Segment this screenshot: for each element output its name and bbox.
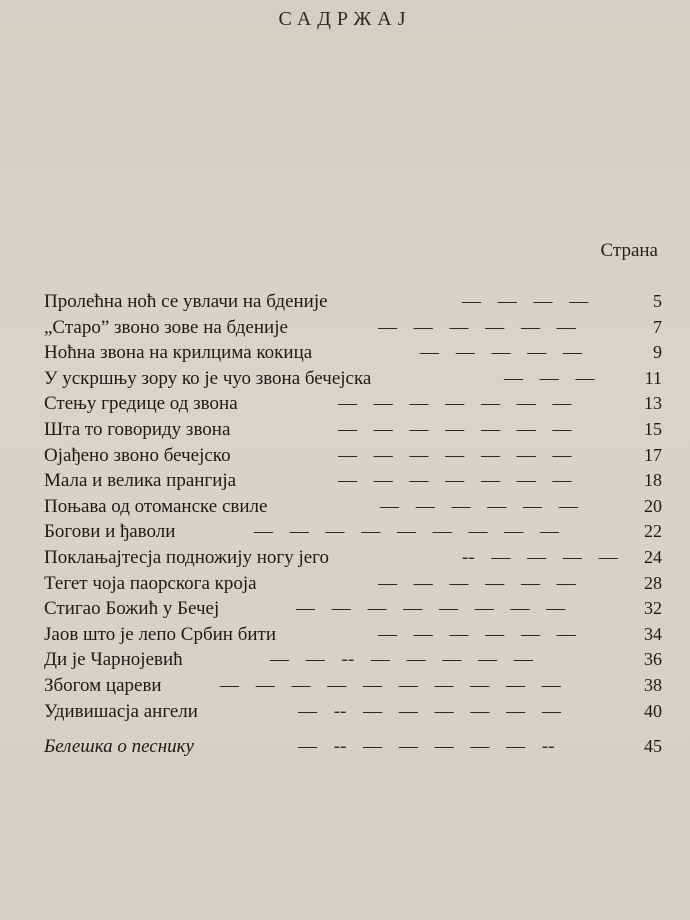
toc-entry-title: Поклањајтесја подножију ногу јего [44, 546, 329, 568]
toc-entry [44, 622, 662, 648]
toc-entry-leader: — — — — — — — [338, 444, 572, 466]
toc-entry-leader: — — — — — — — [338, 393, 572, 415]
toc-entry [44, 494, 662, 520]
toc-entry-leader: — — — [504, 367, 595, 389]
toc-entry-title: Ојађено звоно бечејско [44, 444, 231, 466]
toc-entry-leader: — — — — — — [380, 495, 578, 517]
toc-entry-title: Удивишасја ангели [44, 700, 198, 722]
toc-entry-title: Ноћна звона на крилцима кокица [44, 342, 313, 364]
toc-entry [44, 417, 662, 443]
toc-entry [44, 699, 662, 725]
toc-entry-page: 13 [644, 393, 662, 414]
toc-entry-title: Ди је Чарнојевић [44, 649, 183, 671]
toc-entry-page: 17 [644, 444, 662, 465]
toc-entry [44, 571, 662, 597]
page-column-label: Страна [600, 240, 658, 261]
toc-entry-leader: — — — — — [420, 342, 582, 364]
toc-entry-page: 9 [653, 342, 662, 363]
toc-entry-page: 11 [644, 367, 662, 388]
toc-entry-page: 45 [644, 736, 662, 757]
toc-entry [44, 315, 662, 341]
toc-entry-leader: — — — — [462, 291, 589, 312]
toc-entry-leader: — -- — — — — — -- [298, 736, 555, 758]
toc-entry [44, 647, 662, 673]
toc-entry-leader: — — -- — — — — — [270, 649, 533, 671]
toc-entry-page: 28 [644, 572, 662, 593]
toc-entry [44, 468, 662, 494]
table-of-contents [44, 289, 662, 760]
toc-entry-page: 36 [644, 649, 662, 670]
toc-entry-leader: — — — — — — — [338, 418, 572, 440]
toc-entry-leader: — — — — — — — — — — [220, 674, 561, 696]
toc-entry [44, 673, 662, 699]
toc-entry-page: 40 [644, 700, 662, 721]
toc-entry [44, 545, 662, 571]
toc-entry-title: Богови и ђаволи [44, 521, 176, 543]
toc-entry-page: 15 [644, 418, 662, 439]
toc-entry-page: 38 [644, 674, 662, 695]
toc-entry-leader: — — — — — — — — — [254, 521, 559, 543]
toc-entry-title: Мала и велика прангија [44, 470, 237, 492]
toc-entry-leader: — — — — — — [378, 623, 576, 645]
toc-entry [44, 596, 662, 622]
toc-entry [44, 391, 662, 417]
toc-entry-page: 7 [653, 316, 662, 337]
toc-entry [44, 340, 662, 366]
toc-entry-title: Збогом цареви [44, 674, 162, 696]
toc-entry [44, 289, 662, 315]
toc-entry-title: Поњава од отоманске свиле [44, 495, 268, 517]
toc-entry-page: 20 [644, 495, 662, 516]
toc-entry-title: Пролећна ноћ се увлачи на бденије [44, 291, 328, 312]
toc-entry-page: 34 [644, 623, 662, 644]
toc-entry-notes [44, 734, 662, 760]
toc-entry [44, 366, 662, 392]
toc-entry-page: 22 [644, 521, 662, 542]
toc-entry-title: Јаов што је лепо Србин бити [44, 623, 277, 645]
page-title: САДРЖАЈ [278, 8, 412, 30]
toc-entry-title: Стењу гредице од звона [44, 393, 238, 415]
toc-entry-page: 5 [653, 291, 662, 311]
toc-entry [44, 519, 662, 545]
toc-entry-leader: — — — — — — — [338, 470, 572, 492]
toc-entry-leader: — — — — — — — — [296, 598, 566, 620]
toc-entry-title: У ускршњу зору ко је чуо звона бечејска [44, 367, 372, 389]
toc-entry [44, 443, 662, 469]
toc-entry-title: „Старо” звоно зове на бденије [44, 316, 288, 338]
toc-entry-page: 18 [644, 470, 662, 491]
toc-entry-title: Стигао Божић у Бечеј [44, 598, 220, 620]
toc-entry-title: Шта то говориду звона [44, 418, 231, 440]
toc-entry-page: 32 [644, 598, 662, 619]
toc-entry-leader: -- — — — — [462, 546, 618, 568]
toc-entry-title: Тегет чоја паорскога кроја [44, 572, 257, 594]
toc-entry-leader: — -- — — — — — — [298, 700, 561, 722]
toc-entry-leader: — — — — — — [378, 316, 576, 338]
toc-entry-page: 24 [644, 546, 662, 567]
toc-entry-title: Белешка о песнику [44, 736, 194, 758]
toc-entry-leader: — — — — — — [378, 572, 576, 594]
